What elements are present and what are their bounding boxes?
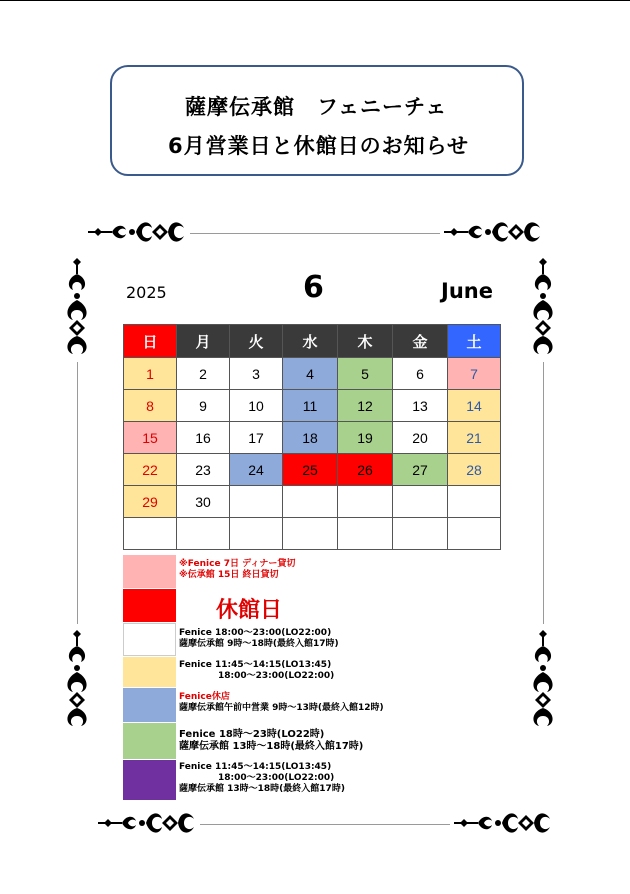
legend-swatch-white — [123, 623, 176, 656]
legend-swatch-pink — [123, 555, 176, 588]
week-row — [124, 518, 501, 550]
day-cell: 7 — [448, 358, 501, 390]
week-row — [124, 390, 501, 422]
day-cell: 15 — [124, 422, 177, 454]
calendar-table — [123, 324, 501, 550]
legend-text-yellow — [179, 660, 334, 682]
ornament-left-upper — [67, 258, 87, 358]
day-cell: 19 — [338, 422, 393, 454]
weekday-tue: 火 — [230, 325, 283, 358]
week-row — [124, 422, 501, 454]
day-cell — [230, 518, 283, 550]
weekday-mon: 月 — [177, 325, 230, 358]
day-cell — [124, 518, 177, 550]
day-cell: 20 — [393, 422, 448, 454]
legend-blue-line1: Fenice休店 — [179, 692, 230, 702]
page-title: 薩摩伝承館 フェニーチェ — [185, 95, 448, 119]
weekday-header-row — [124, 325, 501, 358]
legend-green-line1: Fenice 18時～23時(LO22時) — [179, 729, 325, 740]
legend-swatch-purple — [123, 760, 176, 800]
frame-line-top — [190, 233, 440, 234]
day-cell — [338, 518, 393, 550]
day-cell: 12 — [338, 390, 393, 422]
day-cell — [338, 486, 393, 518]
day-cell: 25 — [283, 454, 338, 486]
day-cell — [283, 518, 338, 550]
legend-purple-line2: 18:00～23:00(LO22:00) — [218, 773, 335, 783]
day-cell: 24 — [230, 454, 283, 486]
day-cell — [230, 486, 283, 518]
day-cell: 28 — [448, 454, 501, 486]
legend-swatch-yellow — [123, 657, 176, 687]
weekday-sun: 日 — [124, 325, 177, 358]
legend-pink-line1: ※Fenice 7日 ディナー貸切 — [179, 559, 296, 569]
day-cell: 23 — [177, 454, 230, 486]
day-cell: 3 — [230, 358, 283, 390]
day-cell: 10 — [230, 390, 283, 422]
week-row — [124, 486, 501, 518]
day-cell: 8 — [124, 390, 177, 422]
legend-swatch-green — [123, 723, 176, 759]
ornament-top-right — [442, 222, 542, 244]
ornament-bottom-right — [452, 813, 552, 835]
legend-text-white — [179, 628, 339, 650]
legend-purple-line3: 薩摩伝承館 13時～18時(最終入館17時) — [179, 784, 345, 794]
day-cell — [283, 486, 338, 518]
day-cell: 14 — [448, 390, 501, 422]
day-cell: 30 — [177, 486, 230, 518]
frame-line-right — [543, 362, 544, 624]
legend-blue-line2: 薩摩伝承館午前中営業 9時～13時(最終入館12時) — [179, 703, 384, 713]
day-cell: 5 — [338, 358, 393, 390]
day-cell — [448, 518, 501, 550]
frame-line-left — [77, 362, 78, 624]
day-cell: 22 — [124, 454, 177, 486]
weekday-wed: 水 — [283, 325, 338, 358]
legend-yellow-line2: 18:00～23:00(LO22:00) — [218, 671, 335, 681]
frame-line-bottom — [200, 824, 450, 825]
legend-yellow-line1: Fenice 11:45～14:15(LO13:45) — [179, 660, 332, 670]
ornament-top-left — [86, 222, 186, 244]
legend-text-green — [179, 729, 363, 753]
day-cell: 13 — [393, 390, 448, 422]
legend-purple-line1: Fenice 11:45～14:15(LO13:45) — [179, 762, 332, 772]
legend-white-line2: 薩摩伝承館 9時～18時(最終入館17時) — [179, 639, 339, 649]
weekday-thu: 木 — [338, 325, 393, 358]
day-cell: 4 — [283, 358, 338, 390]
day-cell: 2 — [177, 358, 230, 390]
top-border — [0, 0, 630, 1]
legend-text-blue — [179, 692, 384, 714]
legend-white-line1: Fenice 18:00～23:00(LO22:00) — [179, 628, 332, 638]
ornament-right-lower — [533, 630, 553, 730]
legend-green-line2: 薩摩伝承館 13時～18時(最終入館17時) — [179, 741, 364, 752]
day-cell: 6 — [393, 358, 448, 390]
day-cell: 27 — [393, 454, 448, 486]
weekday-sat: 土 — [448, 325, 501, 358]
day-cell: 1 — [124, 358, 177, 390]
day-cell — [393, 518, 448, 550]
legend-pink-line2: ※伝承館 15日 終日貸切 — [179, 570, 279, 580]
legend-swatch-blue — [123, 688, 176, 722]
legend-text-pink — [179, 559, 295, 581]
day-cell: 17 — [230, 422, 283, 454]
day-cell: 26 — [338, 454, 393, 486]
day-cell: 21 — [448, 422, 501, 454]
weekday-fri: 金 — [393, 325, 448, 358]
day-cell: 9 — [177, 390, 230, 422]
day-cell — [448, 486, 501, 518]
week-row — [124, 454, 501, 486]
day-cell: 16 — [177, 422, 230, 454]
day-cell: 11 — [283, 390, 338, 422]
calendar-year: 2025 — [126, 283, 167, 302]
legend-text-purple — [179, 762, 345, 795]
ornament-left-lower — [67, 630, 87, 730]
week-row — [124, 358, 501, 390]
day-cell — [177, 518, 230, 550]
ornament-right-upper — [533, 258, 553, 358]
calendar-month: 6 — [303, 270, 324, 305]
day-cell: 18 — [283, 422, 338, 454]
calendar-month-name: June — [441, 279, 493, 303]
day-cell — [393, 486, 448, 518]
ornament-bottom-left — [96, 813, 196, 835]
legend-swatch-red — [123, 589, 176, 622]
page-subtitle: 6月営業日と休館日のお知らせ — [168, 134, 469, 158]
day-cell: 29 — [124, 486, 177, 518]
legend-closed-label: 休館日 — [216, 598, 283, 623]
